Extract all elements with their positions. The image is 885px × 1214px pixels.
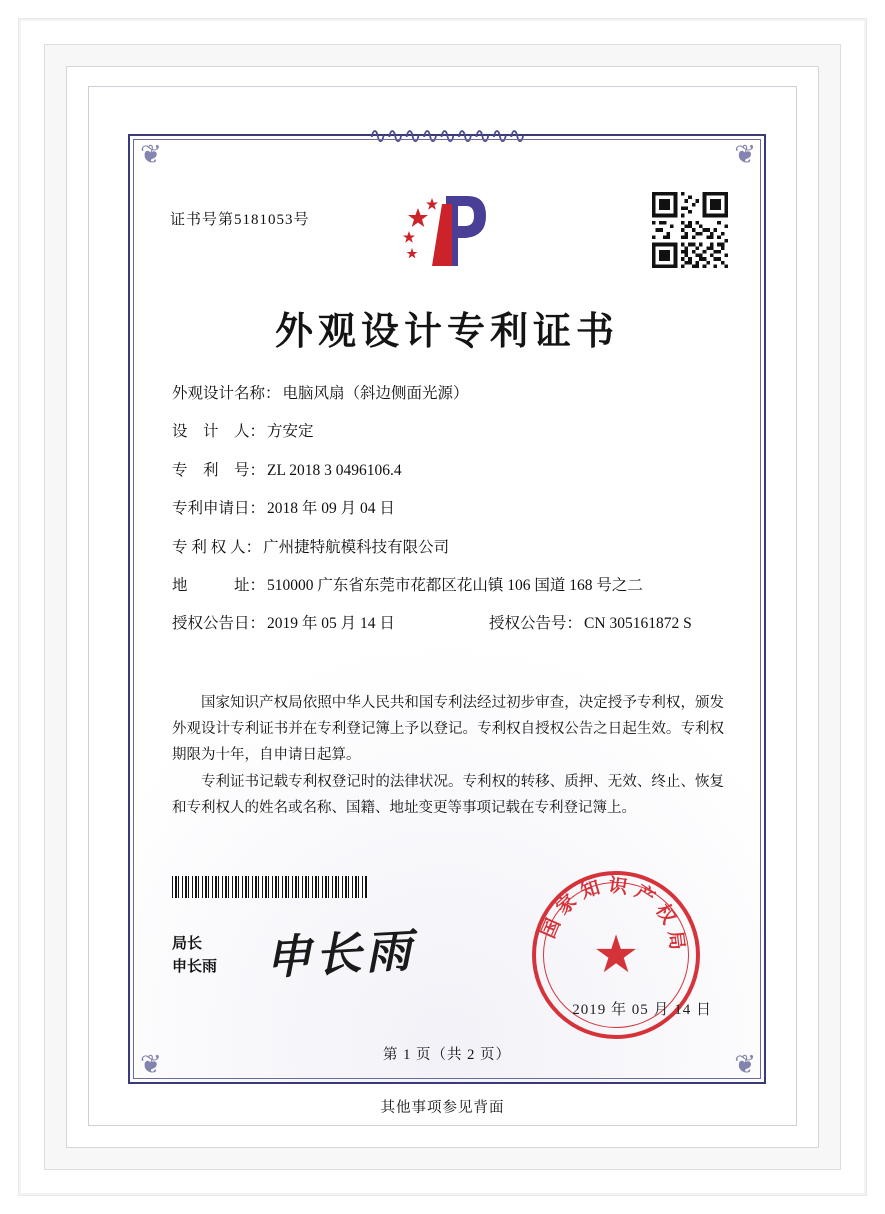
signature-block [172, 932, 217, 979]
svg-text:国家知识产权局: 国家知识产权局 [537, 875, 688, 958]
field-value: 510000 广东省东莞市花都区花山镇 106 国道 168 号之二 [267, 576, 643, 594]
legal-paragraph-2: 专利证书记载专利权登记时的法律状况。专利权的转移、质押、无效、终止、恢复和专利权人的姓名或名称、国籍、地址变更等事项记载在专利登记簿上。 [172, 774, 724, 817]
field-patent-number [172, 461, 724, 480]
field-label: 专利申请日： [172, 500, 266, 518]
field-label: 外观设计名称： [172, 385, 281, 402]
certificate [128, 124, 766, 1084]
corner-ornament-bottom-left: ❦ [140, 1050, 160, 1080]
field-designer [172, 422, 724, 441]
field-label-secondary: 授权公告号： [489, 615, 583, 633]
cnipa-patent-logo [382, 186, 512, 278]
handwritten-signature: 申长雨 [263, 923, 417, 985]
field-design-name [172, 384, 724, 403]
field-patentee [172, 538, 724, 557]
field-value-secondary: CN 305161872 S [584, 615, 692, 633]
corner-ornament-top-right: ❦ [734, 140, 754, 170]
field-label: 授权公告日： [172, 615, 266, 633]
seal-date: 2019 年 05 月 14 日 [572, 1002, 712, 1018]
field-grant-announcement [172, 614, 724, 633]
field-value: ZL 2018 3 0496106.4 [267, 461, 402, 479]
certificate-number: 证书号第5181053号 [170, 212, 310, 228]
field-value: 广州捷特航模科技有限公司 [263, 538, 450, 556]
director-name-label: 申长雨 [172, 957, 218, 976]
back-side-note: 其他事项参见背面 [380, 1100, 505, 1116]
corner-ornament-top-left: ❦ [140, 140, 160, 170]
field-label: 专 利 号： [172, 461, 266, 479]
field-value: 方安定 [267, 423, 314, 441]
field-label: 专 利 权 人： [172, 538, 262, 556]
legal-text [172, 691, 724, 824]
corner-ornament-bottom-right: ❦ [734, 1050, 754, 1080]
field-list [172, 384, 724, 653]
legal-paragraph-1: 国家知识产权局依照中华人民共和国专利法经过初步审查，决定授予专利权，颁发外观设计专利证书并在专利登记簿上予以登记。专利权自授权公告之日起生效。专利权期限为十年，自申请日起算。 [172, 695, 724, 763]
certificate-header [130, 186, 764, 296]
field-label: 地 址： [172, 576, 266, 594]
qr-code [652, 192, 728, 268]
field-value: 2019 年 05 月 14 日 [267, 615, 395, 633]
field-label: 设 计 人： [172, 423, 266, 441]
field-address [172, 576, 724, 595]
page-title: 外观设计专利证书 [274, 308, 619, 353]
director-title-label: 局长 [172, 934, 203, 952]
seal-star-emblem: ★ [592, 925, 640, 985]
field-value: 电脑风扇（斜边侧面光源） [282, 385, 469, 402]
field-application-date [172, 499, 724, 518]
page-number: 第 1 页（共 2 页） [383, 1047, 511, 1063]
top-scallop-ornament: ∿∿∿∿∿∿∿∿∿ [368, 124, 526, 149]
field-value: 2018 年 09 月 04 日 [267, 500, 395, 518]
barcode [172, 876, 368, 898]
